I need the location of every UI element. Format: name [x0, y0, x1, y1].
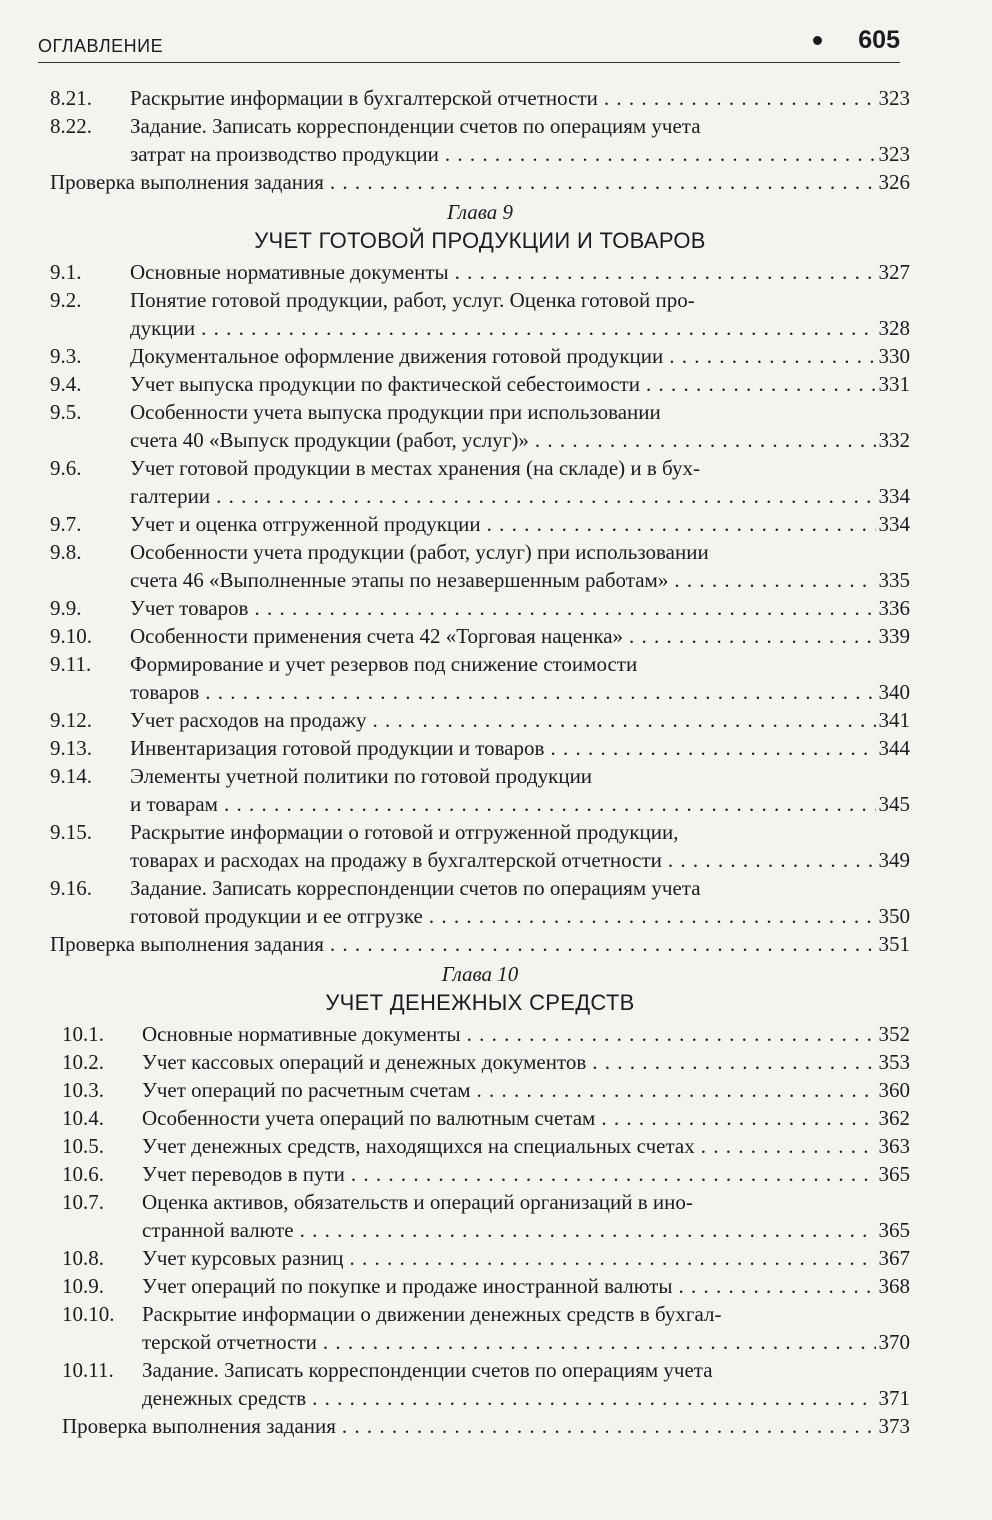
- toc-entry[interactable]: [50, 762, 910, 818]
- entry-page: 327: [878, 260, 910, 284]
- entry-page: 371: [878, 1386, 910, 1410]
- toc-entry[interactable]: [50, 1412, 910, 1440]
- entry-number: 9.9.: [50, 596, 82, 620]
- entry-page: 350: [878, 904, 910, 928]
- toc-entry[interactable]: [50, 398, 910, 454]
- entry-title: Особенности учета продукции (работ, услуг) при использовании: [130, 540, 709, 564]
- entry-number: 10.4.: [62, 1106, 104, 1130]
- entry-title: Учет товаров: [130, 596, 249, 620]
- entry-title-cont: затрат на производство продукции: [130, 142, 439, 166]
- entry-title: Инвентаризация готовой продукции и товаров: [130, 736, 545, 760]
- entry-title: Учет готовой продукции в местах хранения (на складе) и в бух-: [130, 456, 700, 480]
- entry-page: 352: [878, 1022, 910, 1046]
- toc-entry[interactable]: [50, 84, 910, 112]
- entry-page: 360: [878, 1078, 910, 1102]
- entry-page: 335: [878, 568, 910, 592]
- header-title: ОГЛАВЛЕНИЕ: [38, 36, 164, 56]
- entry-number: 8.22.: [50, 114, 92, 138]
- toc-entry[interactable]: [50, 454, 910, 510]
- entry-title: Проверка выполнения задания: [62, 1414, 336, 1438]
- entry-title: Понятие готовой продукции, работ, услуг. Оценка готовой про-: [130, 288, 695, 312]
- entry-page: 351: [878, 932, 910, 956]
- entry-number: 9.7.: [50, 512, 82, 536]
- entry-number: 9.16.: [50, 876, 92, 900]
- entry-number: 9.4.: [50, 372, 82, 396]
- entry-page: 332: [878, 428, 910, 452]
- toc-entry[interactable]: [50, 112, 910, 168]
- entry-number: 9.12.: [50, 708, 92, 732]
- entry-title: Раскрытие информации о движении денежных средств в бухгал-: [142, 1302, 722, 1326]
- bullet-icon: [813, 36, 822, 45]
- entry-title-cont: странной валюте: [142, 1218, 294, 1242]
- page-number: 605: [858, 26, 900, 54]
- entry-page: 362: [878, 1106, 910, 1130]
- entry-page: 334: [878, 484, 910, 508]
- entry-number: 10.9.: [62, 1274, 104, 1298]
- toc-entry[interactable]: [50, 258, 910, 286]
- entry-number: 9.8.: [50, 540, 82, 564]
- entry-page: 336: [878, 596, 910, 620]
- entry-title-cont: счета 40 «Выпуск продукции (работ, услуг)»: [130, 428, 529, 452]
- entry-page: 328: [878, 316, 910, 340]
- toc-entry[interactable]: [50, 538, 910, 594]
- entry-title: Учет операций по расчетным счетам: [142, 1078, 471, 1102]
- chapter-title: УЧЕТ ДЕНЕЖНЫХ СРЕДСТВ: [325, 990, 635, 1015]
- entry-number: 9.14.: [50, 764, 92, 788]
- entry-number: 9.5.: [50, 400, 82, 424]
- entry-number: 10.5.: [62, 1134, 104, 1158]
- entry-page: 330: [878, 344, 910, 368]
- entry-number: 9.15.: [50, 820, 92, 844]
- entry-page: 341: [878, 708, 910, 732]
- chapter-title: УЧЕТ ГОТОВОЙ ПРОДУКЦИИ И ТОВАРОВ: [254, 228, 706, 253]
- entry-title: Учет денежных средств, находящихся на специальных счетах: [142, 1134, 695, 1158]
- running-header: [38, 24, 900, 63]
- entry-title-cont: денежных средств: [142, 1386, 307, 1410]
- entry-title-cont: терской отчетности: [142, 1330, 317, 1354]
- entry-number: 10.2.: [62, 1050, 104, 1074]
- chapter-label: Глава 10: [441, 962, 519, 986]
- entry-title: Особенности учета операций по валютным счетам: [142, 1106, 596, 1130]
- toc-entry[interactable]: [50, 510, 910, 538]
- entry-number: 10.3.: [62, 1078, 104, 1102]
- toc-entry[interactable]: [50, 930, 910, 958]
- toc-entry[interactable]: [50, 734, 910, 762]
- entry-page: 339: [878, 624, 910, 648]
- entry-page: 326: [878, 170, 910, 194]
- entry-number: 9.10.: [50, 624, 92, 648]
- entry-number: 10.1.: [62, 1022, 104, 1046]
- toc-entry[interactable]: [50, 818, 910, 874]
- entry-number: 9.3.: [50, 344, 82, 368]
- toc-entry[interactable]: [50, 370, 910, 398]
- toc-entry[interactable]: [50, 1188, 910, 1244]
- entry-title: Учет и оценка отгруженной продукции: [130, 512, 481, 536]
- entry-page: 365: [878, 1218, 910, 1242]
- entry-page: 365: [878, 1162, 910, 1186]
- entry-title: Оценка активов, обязательств и операций организаций в ино-: [142, 1190, 693, 1214]
- entry-title: Основные нормативные документы: [142, 1022, 461, 1046]
- toc-entry[interactable]: [50, 1272, 910, 1300]
- toc-entry[interactable]: [50, 622, 910, 650]
- entry-number: 10.7.: [62, 1190, 104, 1214]
- entry-page: 323: [878, 142, 910, 166]
- toc-entry[interactable]: [50, 650, 910, 706]
- toc-entry[interactable]: [50, 1160, 910, 1188]
- entry-title-cont: счета 46 «Выполненные этапы по незавершенным работам»: [130, 568, 669, 592]
- entry-title: Элементы учетной политики по готовой продукции: [130, 764, 593, 788]
- entry-title: Учет расходов на продажу: [130, 708, 367, 732]
- toc-entry[interactable]: [50, 594, 910, 622]
- entry-title: Задание. Записать корреспонденции счетов по операциям учета: [142, 1358, 713, 1382]
- entry-title: Раскрытие информации о готовой и отгруженной продукции,: [130, 820, 679, 844]
- entry-title: Формирование и учет резервов под снижение стоимости: [130, 652, 638, 676]
- entry-title-cont: галтерии: [130, 484, 211, 508]
- toc-entry[interactable]: [50, 706, 910, 734]
- entry-page: 368: [878, 1274, 910, 1298]
- entry-title-cont: и товарам: [130, 792, 218, 816]
- entry-title: Учет кассовых операций и денежных документов: [142, 1050, 587, 1074]
- entry-title: Проверка выполнения задания: [50, 932, 324, 956]
- toc-entry[interactable]: [50, 1104, 910, 1132]
- entry-title: Задание. Записать корреспонденции счетов по операциям учета: [130, 114, 701, 138]
- entry-number: 9.13.: [50, 736, 92, 760]
- entry-page: 353: [878, 1050, 910, 1074]
- entry-title-cont: дукции: [130, 316, 196, 340]
- entry-title: Особенности применения счета 42 «Торговая наценка»: [130, 624, 624, 648]
- entry-title: Учет курсовых разниц: [142, 1246, 344, 1270]
- toc-entry[interactable]: [50, 1076, 910, 1104]
- entry-page: 334: [878, 512, 910, 536]
- entry-title: Проверка выполнения задания: [50, 170, 324, 194]
- entry-number: 8.21.: [50, 86, 92, 110]
- entry-title: Учет операций по покупке и продаже иностранной валюты: [142, 1274, 673, 1298]
- entry-page: 345: [878, 792, 910, 816]
- toc-entry[interactable]: [50, 168, 910, 196]
- entry-title: Учет выпуска продукции по фактической себестоимости: [130, 372, 640, 396]
- entry-number: 10.8.: [62, 1246, 104, 1270]
- entry-page: 340: [878, 680, 910, 704]
- entry-title-cont: готовой продукции и ее отгрузке: [130, 904, 423, 928]
- entry-page: 323: [878, 86, 910, 110]
- toc-entry[interactable]: [50, 1132, 910, 1160]
- entry-page: 370: [878, 1330, 910, 1354]
- entry-title-cont: товаров: [130, 680, 200, 704]
- entry-number: 9.11.: [50, 652, 92, 676]
- entry-page: 331: [878, 372, 910, 396]
- chapter-label: Глава 9: [447, 200, 513, 224]
- entry-title: Документальное оформление движения готовой продукции: [130, 344, 664, 368]
- entry-number: 9.2.: [50, 288, 82, 312]
- toc-entry[interactable]: [50, 286, 910, 342]
- entry-page: 363: [878, 1134, 910, 1158]
- entry-page: 349: [878, 848, 910, 872]
- toc-entry[interactable]: [50, 1020, 910, 1048]
- table-of-contents: [50, 84, 910, 1440]
- entry-title-cont: товарах и расходах на продажу в бухгалтерской отчетности: [130, 848, 662, 872]
- entry-number: 10.11.: [62, 1358, 114, 1382]
- toc-entry[interactable]: [50, 1356, 910, 1412]
- entry-page: 373: [878, 1414, 910, 1438]
- entry-page: 367: [878, 1246, 910, 1270]
- toc-entry[interactable]: [50, 874, 910, 930]
- entry-number: 9.1.: [50, 260, 82, 284]
- entry-title: Раскрытие информации в бухгалтерской отчетности: [130, 86, 598, 110]
- entry-title: Учет переводов в пути: [142, 1162, 345, 1186]
- entry-number: 10.10.: [62, 1302, 115, 1326]
- entry-number: 9.6.: [50, 456, 82, 480]
- toc-entry[interactable]: [50, 342, 910, 370]
- entry-title: Основные нормативные документы: [130, 260, 449, 284]
- entry-number: 10.6.: [62, 1162, 104, 1186]
- toc-entry[interactable]: [50, 1244, 910, 1272]
- entry-title: Особенности учета выпуска продукции при использовании: [130, 400, 661, 424]
- entry-page: 344: [878, 736, 910, 760]
- toc-entry[interactable]: [50, 1300, 910, 1356]
- entry-title: Задание. Записать корреспонденции счетов по операциям учета: [130, 876, 701, 900]
- toc-entry[interactable]: [50, 1048, 910, 1076]
